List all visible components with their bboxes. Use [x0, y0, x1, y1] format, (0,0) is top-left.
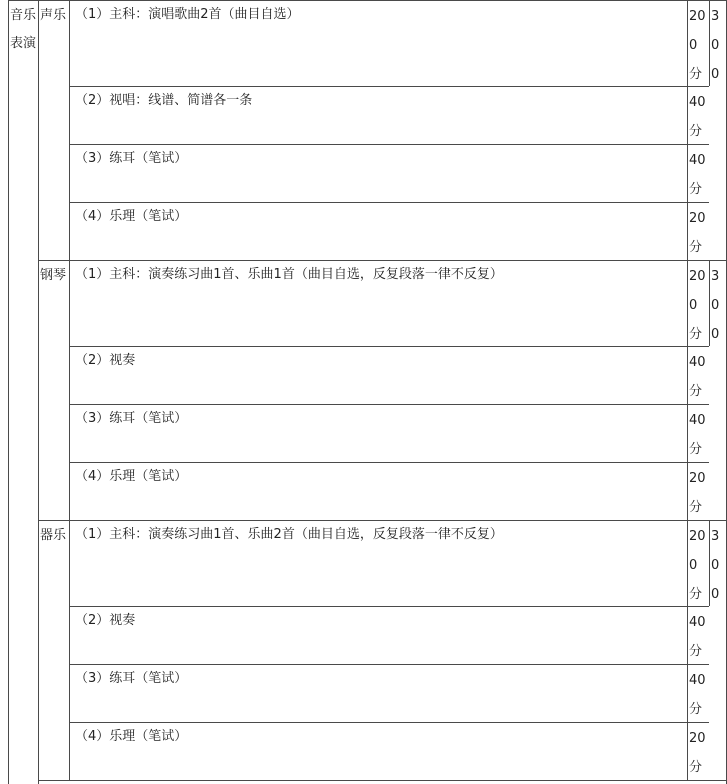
item-cell — [69, 0, 687, 86]
item-cell — [69, 346, 687, 404]
group-name: 器乐 — [40, 528, 67, 543]
item-score: 20分 — [689, 731, 706, 775]
item-score-cell — [687, 346, 709, 404]
major-cell — [8, 0, 38, 784]
group-name: 钢琴 — [40, 268, 67, 283]
table-row-next — [38, 780, 727, 784]
item-text: （3）练耳（笔试） — [75, 671, 188, 686]
item-score-cell — [687, 462, 709, 520]
item-cell — [69, 144, 687, 202]
item-cell — [69, 202, 687, 260]
item-score: 20分 — [689, 211, 706, 255]
item-score-cell — [687, 0, 709, 86]
item-text: （4）乐理（笔试） — [75, 209, 188, 224]
item-score: 40分 — [689, 413, 706, 457]
item-score: 40分 — [689, 615, 706, 659]
item-score-cell — [687, 404, 709, 462]
item-text: （2）视奏 — [75, 613, 136, 628]
item-score-cell — [687, 664, 709, 722]
group-name: 声乐 — [40, 8, 67, 23]
item-score: 40分 — [689, 673, 706, 717]
group-total: 300 — [711, 269, 720, 342]
item-cell — [69, 520, 687, 606]
item-text: （1）主科：演奏练习曲1首、乐曲1首（曲目自选，反复段落一律不反复） — [75, 267, 503, 282]
item-text: （2）视唱：线谱、简谱各一条 — [75, 93, 253, 108]
item-score: 200分 — [689, 529, 706, 602]
item-cell — [69, 86, 687, 144]
item-score-cell — [687, 260, 709, 346]
item-cell — [69, 722, 687, 780]
item-cell — [69, 606, 687, 664]
major-name: 音乐表演 — [10, 8, 37, 51]
item-score: 20分 — [689, 471, 706, 515]
group-total: 300 — [711, 529, 720, 602]
group-total-cell — [709, 260, 727, 346]
item-text: （1）主科：演唱歌曲2首（曲目自选） — [75, 7, 300, 22]
item-score-cell — [687, 202, 709, 260]
item-cell — [69, 260, 687, 346]
item-score-cell — [687, 606, 709, 664]
item-score: 200分 — [689, 269, 706, 342]
item-text: （3）练耳（笔试） — [75, 411, 188, 426]
item-cell — [69, 664, 687, 722]
group-total-cell — [709, 0, 727, 86]
item-text: （4）乐理（笔试） — [75, 469, 188, 484]
group-total: 300 — [711, 9, 720, 82]
item-text: （3）练耳（笔试） — [75, 151, 188, 166]
item-text: （4）乐理（笔试） — [75, 729, 188, 744]
group-name-cell — [38, 520, 69, 784]
item-score-cell — [687, 86, 709, 144]
group-name-cell — [38, 0, 69, 260]
item-score: 200分 — [689, 9, 706, 82]
item-cell — [69, 404, 687, 462]
item-score: 40分 — [689, 355, 706, 399]
item-score: 40分 — [689, 153, 706, 197]
item-score-cell — [687, 144, 709, 202]
item-score-cell — [687, 722, 709, 780]
item-score: 40分 — [689, 95, 706, 139]
item-text: （2）视奏 — [75, 353, 136, 368]
item-score-cell — [687, 520, 709, 606]
item-text: （1）主科：演奏练习曲1首、乐曲2首（曲目自选，反复段落一律不反复） — [75, 527, 503, 542]
group-total-cell — [709, 520, 727, 606]
item-cell — [69, 462, 687, 520]
group-name-cell — [38, 260, 69, 520]
